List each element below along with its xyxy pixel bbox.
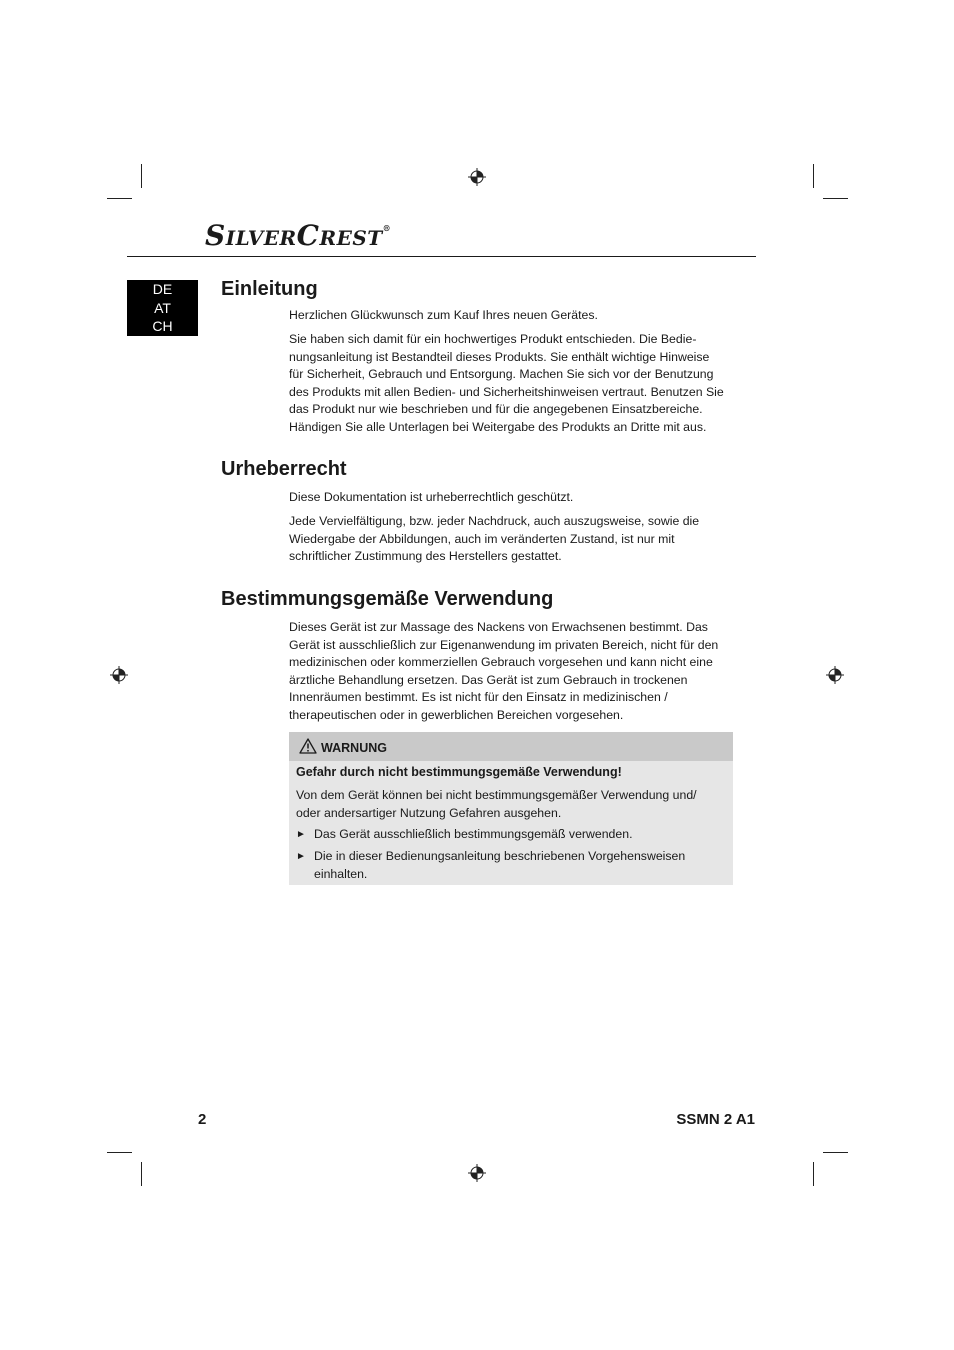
language-code: DE	[152, 281, 173, 297]
paragraph: Diese Dokumentation ist urheberrechtlich geschützt.	[289, 490, 574, 504]
crop-mark	[141, 164, 142, 188]
paragraph: Sie haben sich damit für ein hochwertiges Produkt entschieden. Die Bedienungsanleitung ist Bestandteil dieses Produkts. Sie enthält wichtige Hinweise für Sicherheit, Gebrauch und Entsorgung. Machen Sie sich vor der Benutzung des Produkts mit allen Bedien- und Sicherheitshinweisen vertraut. Benutzen Sie das Produkt nur wie beschrieben und für die angegebenen Einsatzbereiche. Händigen Sie alle Unterlagen bei Weitergabe des Produkts an Dritte mit aus.	[289, 332, 724, 434]
section-title: Einleitung	[221, 278, 318, 300]
bullet-arrow-icon: ►	[296, 851, 306, 862]
brand-letters: ILVER	[225, 226, 297, 250]
warning-triangle-icon	[299, 738, 317, 754]
language-code: AT	[154, 299, 171, 316]
crop-mark	[107, 198, 132, 199]
paragraph: Jede Vervielfältigung, bzw. jeder Nachdruck, auch auszugsweise, sowie die Wiedergabe der Abbildungen, auch im veränderten Zustand, ist nur mit schriftlicher Zustimmung des Herstellers gestattet.	[289, 514, 700, 564]
page-number: 2	[198, 1111, 207, 1128]
warning-header	[289, 732, 733, 761]
registration-mark-icon	[110, 666, 128, 684]
crop-mark	[813, 164, 814, 188]
crop-mark	[823, 1152, 848, 1153]
registration-mark-icon	[826, 666, 844, 684]
brand-letter: S	[205, 219, 226, 252]
crop-mark	[823, 198, 848, 199]
registration-mark-icon	[468, 1164, 486, 1182]
brand-letter: C	[296, 219, 320, 252]
crop-mark	[141, 1162, 142, 1186]
language-code: CH	[152, 318, 173, 334]
paragraph: Dieses Gerät ist zur Massage des Nackens von Erwachsenen bestimmt. Das Gerät ist ausschließlich zur Eigenanwendung im privaten Bereich, nicht für den medizinischen oder kommerziellen Gebrauch vorgesehen und kann nicht eine ärztliche Behandlung ersetzen. Das Gerät ist zum Gebrauch in trockenen Innenräumen bestimmt. Es ist nicht für den Einsatz in medizinischen / therapeutischen oder in gewerblichen Bereichen vorgesehen.	[289, 620, 719, 722]
registered-mark: ®	[382, 223, 392, 233]
list-item	[296, 826, 721, 844]
warning-heading: Gefahr durch nicht bestimmungsgemäße Verwendung!	[296, 765, 622, 779]
brand-logo	[205, 219, 391, 252]
section-title: Bestimmungsgemäße Verwendung	[221, 588, 554, 610]
brand-letters: REST	[319, 226, 383, 250]
header-rule	[127, 256, 756, 257]
list-item-text: Die in dieser Bedienungsanleitung beschriebenen Vorgehensweisen einhalten.	[314, 849, 686, 881]
warning-label: WARNUNG	[321, 741, 387, 755]
warning-box	[289, 732, 733, 885]
crop-mark	[813, 1162, 814, 1186]
list-item	[296, 848, 721, 883]
list-item-text: Das Gerät ausschließlich bestimmungsgemäß verwenden.	[314, 827, 633, 841]
language-tab	[127, 280, 198, 336]
registration-mark-icon	[468, 168, 486, 186]
section-title: Urheberrecht	[221, 458, 347, 480]
model-number: SSMN 2 A1	[676, 1111, 755, 1128]
bullet-arrow-icon: ►	[296, 829, 306, 840]
paragraph: Herzlichen Glückwunsch zum Kauf Ihres neuen Gerätes.	[289, 308, 598, 322]
warning-text: Von dem Gerät können bei nicht bestimmungsgemäßer Verwendung und/ oder andersartiger Nutzung Gefahren ausgehen.	[296, 788, 697, 820]
crop-mark	[107, 1152, 132, 1153]
